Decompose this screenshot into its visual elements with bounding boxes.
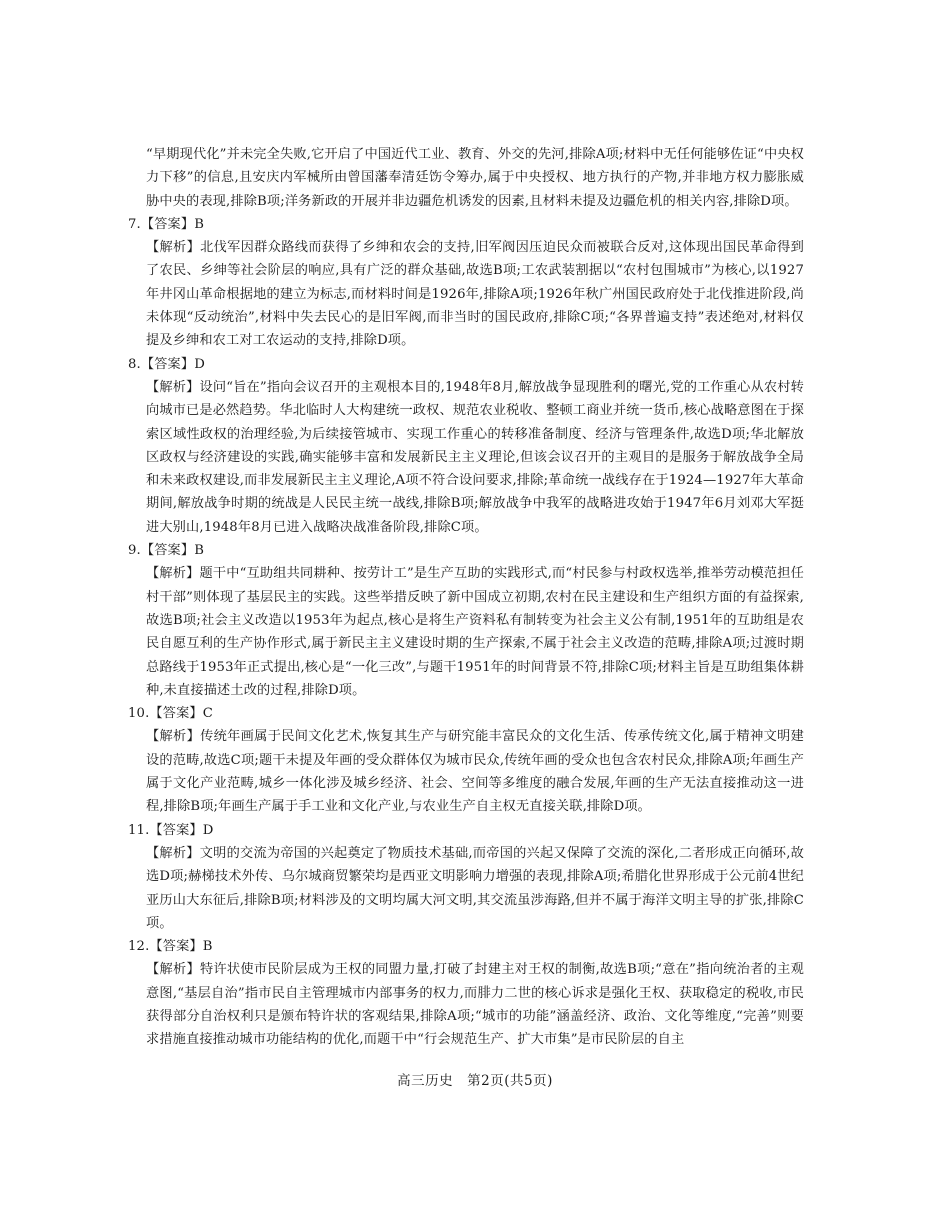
- explanation-11: 【解析】文明的交流为帝国的兴起奠定了物质技术基础,而帝国的兴起又保障了交流的深化,二者形成正向循环,故选D项;赫梯技术外传、乌尔城商贸繁荣均是西亚文明影响力增强的表现,排除A项;希腊化世界形成于公元前4世纪亚历山大东征后,排除B项;材料涉及的文明均属大河文明,其交流虽涉海路,但并不属于海洋文明主导的扩张,排除C项。: [146, 845, 804, 931]
- answer-8: 8.【答案】D: [128, 356, 205, 372]
- answer-9: 9.【答案】B: [128, 543, 205, 559]
- explanation-9: 【解析】题干中“互助组共同耕种、按劳计工”是生产互助的实践形式,而“村民参与村政权选举,推举劳动模范担任村干部”则体现了基层民主的实践。这些举措反映了新中国成立初期,农村在民主建设和生产组织方面的有益探索,故选B项;社会主义改造以1953年为起点,核心是将生产资料私有制转变为社会主义公有制,1951年的互助组是农民自愿互利的生产协作形式,属于新民主主义建设时期的生产探索,不属于社会主义改造的范畴,排除A项;过渡时期总路线于1953年正式提出,核心是“一化三改”,与题干1951年的时间背景不符,排除C项;材料主旨是互助组集体耕种,未直接描述土改的过程,排除D项。: [146, 566, 804, 698]
- page-footer: 高三历史 第2页(共5页): [397, 1073, 553, 1089]
- answer-10: 10.【答案】C: [128, 706, 214, 722]
- answer-content: [128, 143, 804, 1052]
- answer-12: 12.【答案】B: [128, 939, 213, 955]
- explanation-8: 【解析】设问“旨在”指向会议召开的主观根本目的,1948年8月,解放战争显现胜利的曙光,党的工作重心从农村转向城市已是必然趋势。华北临时人大构建统一政权、规范农业税收、整顿工商业并统一货币,核心战略意图在于探索区域性政权的治理经验,为后续接管城市、实现工作重心的转移准备制度、经济与管理条件,故选D项;华北解放区政权与经济建设的实践,确实能够丰富和发展新民主主义理论,但该会议召开的主观目的是服务于解放战争全局和未来政权建设,而非发展新民主主义理论,A项不符合设问要求,排除;革命统一战线存在于1924—1927年大革命期间,解放战争时期的统战是人民民主统一战线,排除B项;解放战争中我军的战略进攻始于1947年6月刘邓大军挺进大别山,1948年8月已进入战略决战准备阶段,排除C项。: [146, 379, 804, 535]
- answer-7: 7.【答案】B: [128, 216, 205, 232]
- continued-explanation: “早期现代化”并未完全失败,它开启了中国近代工业、教育、外交的先河,排除A项;材料中无任何能够佐证“中央权力下移”的信息,且安庆内军械所由曾国藩奉清廷饬令筹办,属于中央授权、地方执行的产物,并非地方权力膨胀威胁中央的表现,排除B项;洋务新政的开展并非边疆危机诱发的因素,且材料未提及边疆危机的相关内容,排除D项。: [146, 147, 804, 209]
- explanation-10: 【解析】传统年画属于民间文化艺术,恢复其生产与研究能丰富民众的文化生活、传承传统文化,属于精神文明建设的范畴,故选C项;题干未提及年画的受众群体仅为城市民众,传统年画的受众也包含农村民众,排除A项;年画生产属于文化产业范畴,城乡一体化涉及城乡经济、社会、空间等多维度的融合发展,年画的生产无法直接推动这一进程,排除B项;年画生产属于手工业和文化产业,与农业生产自主权无直接关联,排除D项。: [146, 729, 804, 815]
- explanation-12: 【解析】特许状使市民阶层成为王权的同盟力量,打破了封建主对王权的制衡,故选B项;“意在”指向统治者的主观意图,“基层自治”指市民自主管理城市内部事务的权力,而腓力二世的核心诉求是强化王权、获取稳定的税收,市民获得部分自治权利只是颁布特许状的客观结果,排除A项;“城市的功能”涵盖经济、政治、文化等维度,“完善”则要求措施直接推动城市功能结构的优化,而题干中“行会规范生产、扩大市集”是市民阶层的自主: [146, 962, 804, 1048]
- answer-11: 11.【答案】D: [128, 822, 214, 838]
- explanation-7: 【解析】北伐军因群众路线而获得了乡绅和农会的支持,旧军阀因压迫民众而被联合反对,这体现出国民革命得到了农民、乡绅等社会阶层的响应,具有广泛的群众基础,故选B项;工农武装割据以“农村包围城市”为核心,以1927年井冈山革命根据地的建立为标志,而材料时间是1926年,排除A项;1926年秋广州国民政府处于北伐推进阶段,尚未体现“反动统治”,材料中失去民心的是旧军阀,而非当时的国民政府,排除C项;“各界普遍支持”表述绝对,材料仅提及乡绅和农工对工农运动的支持,排除D项。: [146, 240, 804, 349]
